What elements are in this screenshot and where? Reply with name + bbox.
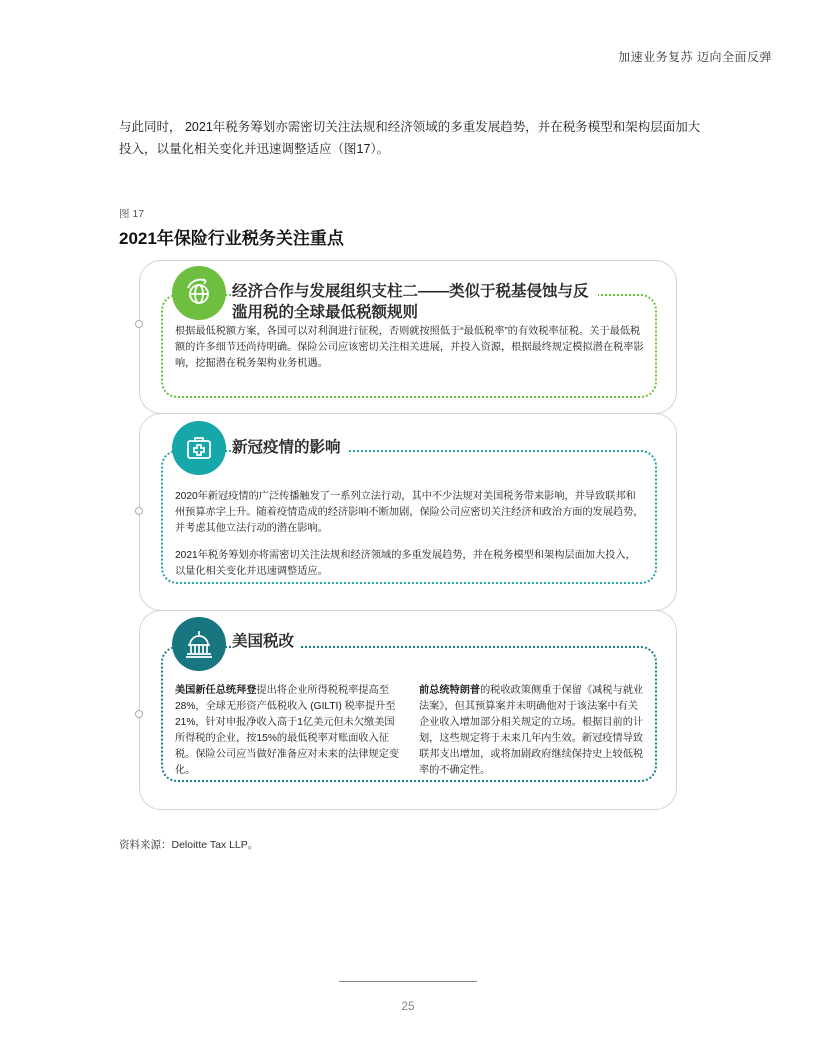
page-number: 25 (401, 999, 415, 1013)
section-body: 根据最低税额方案，各国可以对利润进行征税，否则就按照低于“最低税率”的有效税率征税。关于最低税额的许多细节还尚待明确。保险公司应该密切关注相关进展，并投入资源，根据最终规定模拟潜在税率影响，挖掘潜在税务架构业务机遇。 (175, 326, 644, 369)
figure-title: 2021年保险行业税务关注重点 (119, 229, 344, 248)
column-left (175, 683, 403, 779)
medical-kit-icon (172, 421, 226, 475)
section-body: 2020年新冠疫情的广泛传播触发了一系列立法行动，其中不少法规对美国税务带来影响，并导致联邦和州预算赤字上升。随着疫情造成的经济影响不断加剧，保险公司应密切关注经济和政治方面的发展趋势，并考虑其他立法行动的潜在影响。 (175, 491, 644, 534)
column-right (419, 683, 647, 779)
figure-label: 图 17 (119, 208, 145, 220)
column-lead: 前总统特朗普 (419, 685, 481, 696)
card-connector-dot (135, 320, 143, 328)
column-text: 的税收政策侧重于保留《减税与就业法案》，但其预算案并未明确他对于该法案中有关企业收入增加部分相关规定的立场。根据目前的计划，这些规定将于未来几年内生效。新冠疫情导致联邦支出增加，或将加剧政府继续保持史上较低税率的不确定性。 (419, 685, 644, 776)
page-number-rule (339, 981, 477, 982)
capitol-dome-icon (172, 617, 226, 671)
running-header: 加速业务复苏 迈向全面反弹 (618, 50, 772, 64)
section-title: 新冠疫情的影响 (232, 437, 347, 458)
section-title: 经济合作与发展组织支柱二——类似于税基侵蚀与反滥用税的全球最低税额规则 (232, 281, 598, 323)
card-connector-dot (135, 507, 143, 515)
column-lead: 美国新任总统拜登 (175, 685, 257, 696)
section-title: 美国税改 (232, 631, 300, 652)
section-body: 2021年税务筹划亦将需密切关注法规和经济领域的多重发展趋势，并在税务模型和架构层面加大投入，以量化相关变化并迅速调整适应。 (175, 550, 636, 577)
column-text: 提出将企业所得税税率提高至28%，全球无形资产低税收入 (GILTI) 税率提升至21%，针对申报净收入高于1亿美元但未欠缴美国所得税的企业，按15%的最低税率对账面收入征税。保险公司应当做好准备应对未来的法律规定变化。 (175, 685, 400, 776)
globe-refresh-icon (172, 266, 226, 320)
card-connector-dot (135, 710, 143, 718)
source-note: 资料来源：Deloitte Tax LLP。 (119, 839, 259, 851)
intro-paragraph: 与此同时， 2021年税务筹划亦需密切关注法规和经济领域的多重发展趋势，并在税务模型和架构层面加大投入，以量化相关变化并迅速调整适应（图17）。 (119, 120, 701, 156)
